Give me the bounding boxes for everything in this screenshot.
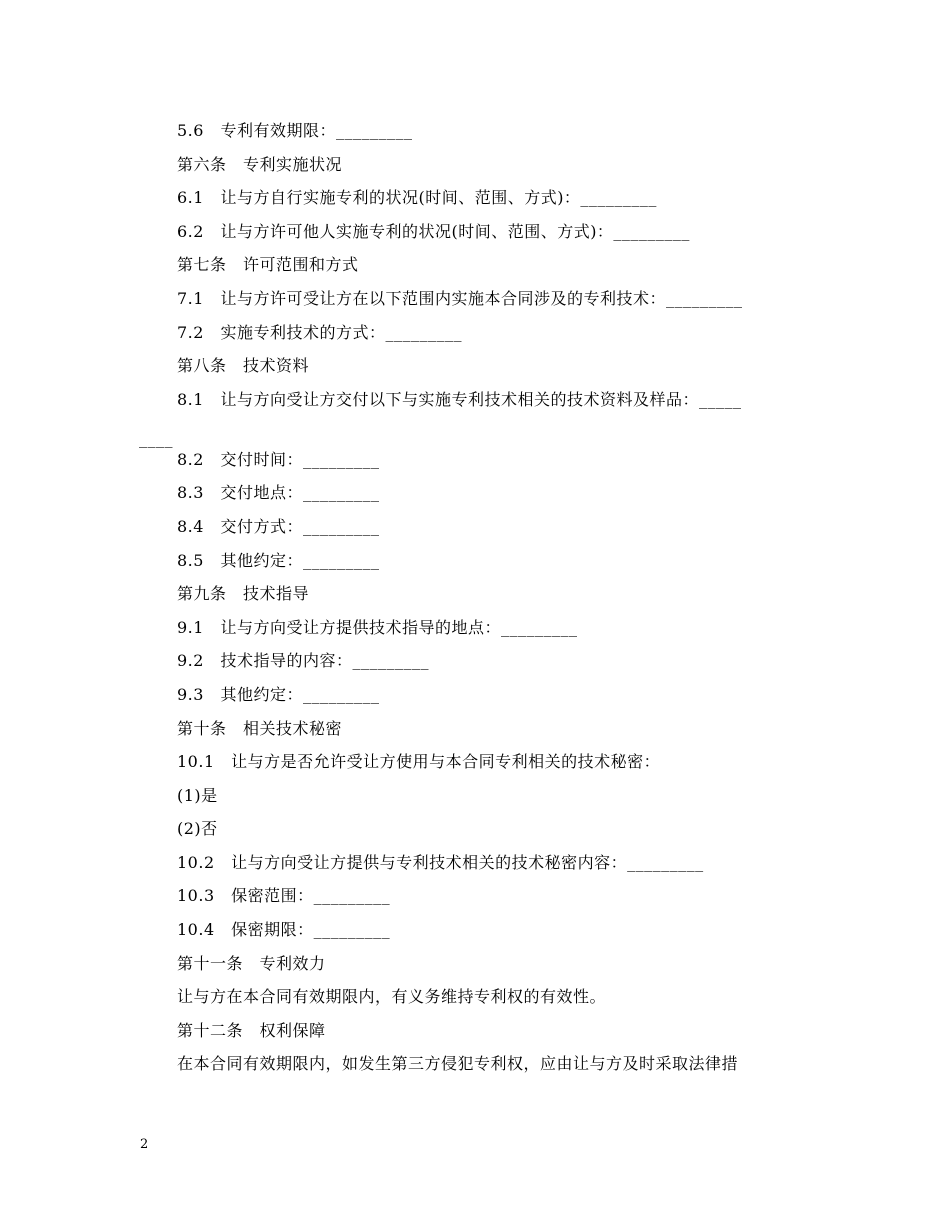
article-9-heading: 第九条 技术指导 [177, 584, 310, 604]
clause-8-2: 8.2 交付时间：_________ [177, 449, 380, 469]
clause-8-5: 8.5 其他约定：_________ [177, 550, 380, 570]
clause-10-4: 10.4 保密期限：_________ [177, 920, 391, 940]
option-yes: (1)是 [177, 785, 218, 805]
clause-7-2: 7.2 实施专利技术的方式：_________ [177, 322, 462, 342]
clause-6-1: 6.1 让与方自行实施专利的状况(时间、范围、方式)：_________ [177, 188, 657, 208]
clause-9-2: 9.2 技术指导的内容：_________ [177, 651, 429, 671]
clause-5-6: 5.6 专利有效期限：_________ [177, 121, 413, 140]
page-number: 2 [140, 1137, 149, 1152]
clause-10-2: 10.2 让与方向受让方提供与专利技术相关的技术秘密内容：_________ [177, 852, 704, 872]
clause-10-3: 10.3 保密范围：_________ [177, 886, 391, 906]
clause-8-4: 8.4 交付方式：_________ [177, 516, 380, 536]
clause-7-1: 7.1 让与方许可受让方在以下范围内实施本合同涉及的专利技术：_________ [177, 288, 743, 308]
clause-6-2: 6.2 让与方许可他人实施专利的状况(时间、范围、方式)：_________ [177, 221, 690, 241]
clause-8-3: 8.3 交付地点：_________ [177, 483, 380, 503]
clause-8-1-continuation: ____ [139, 429, 173, 448]
article-11-heading: 第十一条 专利效力 [177, 953, 326, 973]
article-8-heading: 第八条 技术资料 [177, 356, 310, 376]
option-no: (2)否 [177, 819, 218, 839]
article-10-heading: 第十条 相关技术秘密 [177, 718, 343, 738]
clause-9-3: 9.3 其他约定：_________ [177, 684, 380, 704]
article-7-heading: 第七条 许可范围和方式 [177, 255, 359, 275]
article-12-heading: 第十二条 权利保障 [177, 1020, 326, 1040]
article-6-heading: 第六条 专利实施状况 [177, 154, 343, 174]
clause-9-1: 9.1 让与方向受让方提供技术指导的地点：_________ [177, 617, 578, 637]
article-12-text: 在本合同有效期限内，如发生第三方侵犯专利权，应由让与方及时采取法律措 [177, 1054, 739, 1074]
article-11-text: 让与方在本合同有效期限内，有义务维持专利权的有效性。 [177, 987, 607, 1007]
document-body [177, 118, 837, 1085]
clause-8-1: 8.1 让与方向受让方交付以下与实施专利技术相关的技术资料及样品：_____ [177, 389, 742, 409]
clause-10-1: 10.1 让与方是否允许受让方使用与本合同专利相关的技术秘密： [177, 752, 661, 772]
